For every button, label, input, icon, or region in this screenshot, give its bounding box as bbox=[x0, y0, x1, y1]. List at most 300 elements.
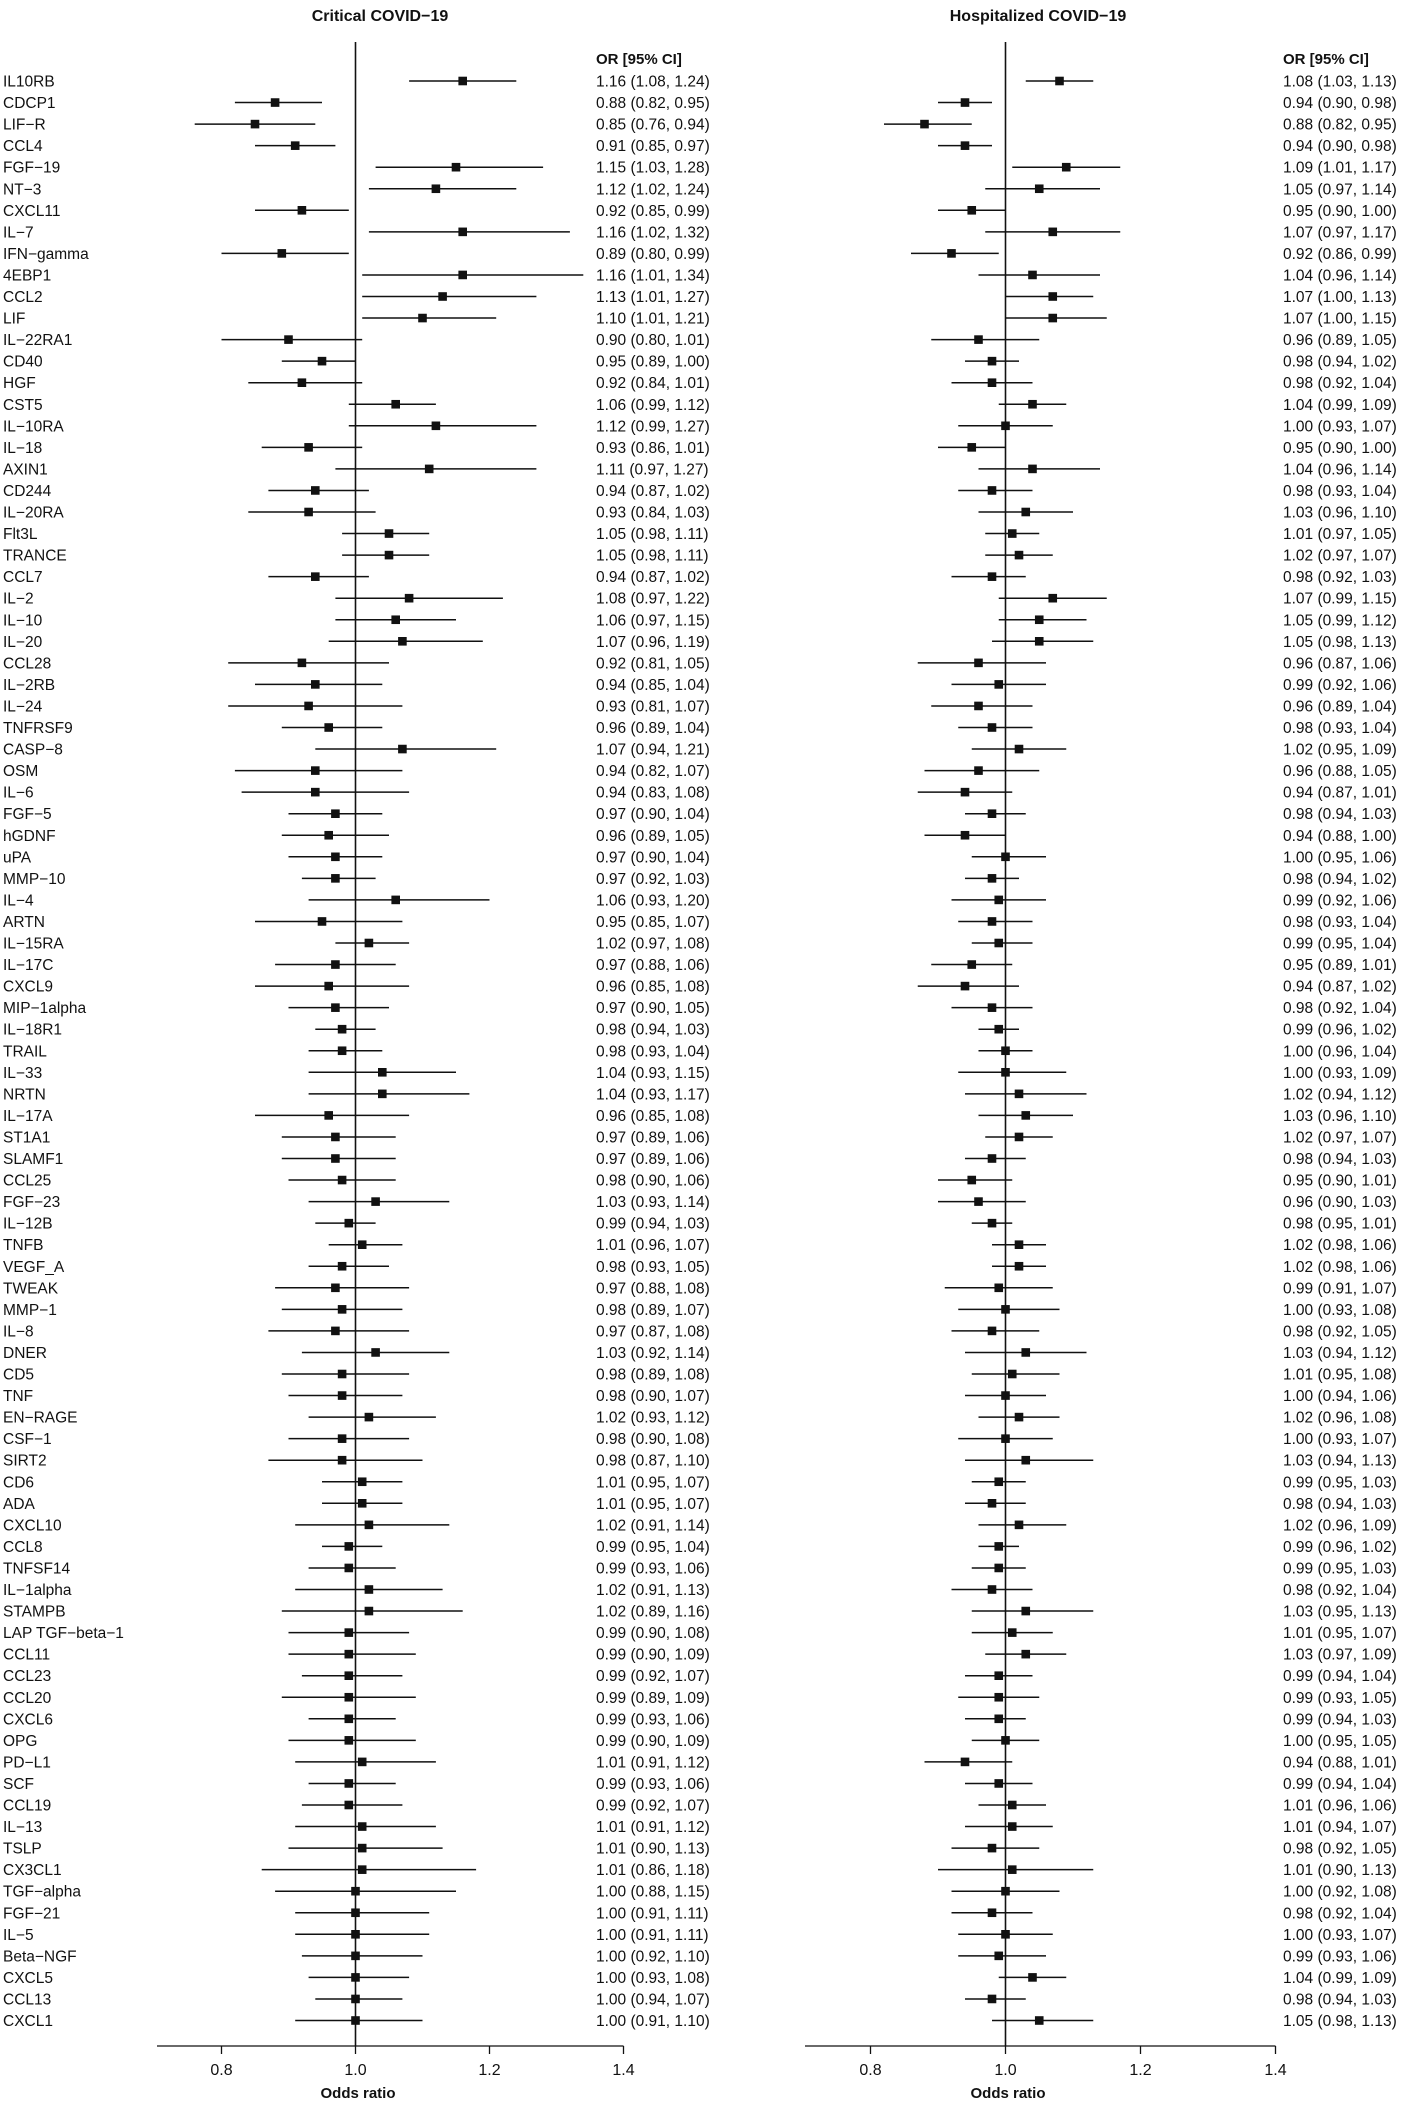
critical-estimate-marker bbox=[438, 292, 447, 301]
critical-or-ci-value: 1.04 (0.93, 1.17) bbox=[596, 1086, 710, 1104]
critical-or-ci-value: 1.00 (0.92, 1.10) bbox=[596, 1948, 710, 1966]
protein-label: IL−33 bbox=[3, 1064, 43, 1082]
protein-label: IL−1alpha bbox=[3, 1582, 72, 1599]
critical-estimate-marker bbox=[331, 1133, 340, 1142]
hospitalized-or-ci-value: 0.94 (0.88, 1.00) bbox=[1283, 827, 1397, 845]
critical-estimate-marker bbox=[358, 1758, 367, 1767]
critical-estimate-marker bbox=[398, 745, 407, 754]
critical-estimate-marker bbox=[351, 1952, 360, 1961]
hospitalized-or-ci-value: 1.04 (0.96, 1.14) bbox=[1283, 461, 1397, 479]
hospitalized-estimate-marker bbox=[988, 1003, 997, 1012]
hospitalized-or-ci-value: 0.96 (0.88, 1.05) bbox=[1283, 763, 1397, 781]
critical-or-ci-value: 0.88 (0.82, 0.95) bbox=[596, 95, 710, 113]
hospitalized-estimate-marker bbox=[961, 98, 970, 107]
protein-label: FGF−5 bbox=[3, 806, 52, 824]
critical-or-ci-value: 1.02 (0.91, 1.14) bbox=[596, 1517, 710, 1535]
critical-estimate-marker bbox=[345, 1219, 354, 1228]
protein-label: CXCL6 bbox=[3, 1711, 53, 1729]
hospitalized-or-ci-value: 1.03 (0.94, 1.13) bbox=[1283, 1452, 1397, 1470]
hospitalized-or-ci-value: 0.96 (0.90, 1.03) bbox=[1283, 1194, 1397, 1212]
hospitalized-or-ci-value: 1.01 (0.90, 1.13) bbox=[1283, 1862, 1397, 1880]
hospitalized-or-ci-value: 0.98 (0.94, 1.03) bbox=[1283, 1991, 1397, 2009]
critical-or-ci-value: 0.96 (0.89, 1.05) bbox=[596, 827, 710, 845]
critical-estimate-marker bbox=[304, 508, 313, 517]
critical-or-ci-value: 1.01 (0.96, 1.07) bbox=[596, 1237, 710, 1255]
protein-label: PD−L1 bbox=[3, 1754, 51, 1772]
protein-label: NT−3 bbox=[3, 181, 42, 199]
critical-estimate-marker bbox=[318, 357, 327, 366]
critical-or-ci-value: 1.13 (1.01, 1.27) bbox=[596, 289, 710, 306]
critical-estimate-marker bbox=[311, 572, 320, 581]
protein-label: CXCL11 bbox=[3, 202, 61, 220]
critical-estimate-marker bbox=[324, 1111, 333, 1120]
hospitalized-or-ci-value: 0.98 (0.93, 1.04) bbox=[1283, 913, 1397, 931]
protein-label: CCL11 bbox=[3, 1646, 51, 1664]
critical-estimate-marker bbox=[311, 766, 320, 775]
protein-label: STAMPB bbox=[3, 1603, 66, 1621]
critical-estimate-marker bbox=[338, 1456, 347, 1465]
critical-estimate-marker bbox=[365, 1413, 374, 1422]
hospitalized-or-ci-value: 0.99 (0.95, 1.04) bbox=[1283, 935, 1397, 953]
protein-label: SIRT2 bbox=[3, 1452, 47, 1470]
protein-label: CX3CL1 bbox=[3, 1862, 62, 1880]
critical-or-ci-value: 1.10 (1.01, 1.21) bbox=[596, 310, 710, 328]
hospitalized-estimate-marker bbox=[994, 1715, 1003, 1724]
critical-or-ci-value: 1.00 (0.88, 1.15) bbox=[596, 1883, 710, 1901]
hospitalized-estimate-marker bbox=[974, 766, 983, 775]
critical-estimate-marker bbox=[331, 1284, 340, 1293]
hospitalized-or-ci-value: 0.98 (0.93, 1.04) bbox=[1283, 482, 1397, 500]
hospitalized-estimate-marker bbox=[1028, 1973, 1037, 1982]
critical-estimate-marker bbox=[331, 874, 340, 883]
critical-estimate-marker bbox=[458, 271, 467, 280]
critical-or-ci-value: 1.03 (0.93, 1.14) bbox=[596, 1194, 710, 1212]
critical-or-ci-value: 0.92 (0.81, 1.05) bbox=[596, 655, 710, 673]
critical-estimate-marker bbox=[452, 163, 461, 172]
critical-or-ci-value: 0.94 (0.82, 1.07) bbox=[596, 763, 710, 781]
hospitalized-or-ci-value: 0.96 (0.87, 1.06) bbox=[1283, 655, 1397, 673]
critical-or-ci-value: 0.94 (0.87, 1.02) bbox=[596, 569, 710, 587]
critical-or-ci-value: 0.97 (0.92, 1.03) bbox=[596, 870, 710, 888]
hospitalized-estimate-marker bbox=[1048, 292, 1057, 301]
hospitalized-estimate-marker bbox=[988, 1499, 997, 1508]
critical-or-ci-value: 0.99 (0.89, 1.09) bbox=[596, 1689, 710, 1707]
critical-or-ci-value: 1.01 (0.86, 1.18) bbox=[596, 1862, 710, 1880]
critical-estimate-marker bbox=[338, 1434, 347, 1443]
protein-label: IL−22RA1 bbox=[3, 332, 73, 350]
hospitalized-estimate-marker bbox=[988, 1219, 997, 1228]
hospitalized-estimate-marker bbox=[1008, 1801, 1017, 1810]
critical-covid-panel bbox=[3, 8, 710, 2102]
hospitalized-x-tick-label: 1.2 bbox=[1129, 2062, 1152, 2079]
critical-estimate-marker bbox=[351, 1973, 360, 1982]
protein-label: uPA bbox=[3, 849, 32, 867]
critical-or-ci-value: 1.01 (0.95, 1.07) bbox=[596, 1495, 710, 1513]
protein-label: CCL20 bbox=[3, 1689, 52, 1707]
critical-or-ci-value: 0.99 (0.94, 1.03) bbox=[596, 1215, 710, 1233]
protein-label: 4EBP1 bbox=[3, 267, 52, 285]
protein-label: IL10RB bbox=[3, 73, 55, 91]
hospitalized-or-ci-value: 0.99 (0.96, 1.02) bbox=[1283, 1538, 1397, 1556]
hospitalized-or-ci-value: 1.03 (0.96, 1.10) bbox=[1283, 504, 1397, 522]
hospitalized-estimate-marker bbox=[1028, 271, 1037, 280]
protein-label: IL−12B bbox=[3, 1215, 53, 1233]
protein-label: TGF−alpha bbox=[3, 1883, 81, 1901]
critical-estimate-marker bbox=[331, 960, 340, 969]
critical-estimate-marker bbox=[345, 1801, 354, 1810]
critical-estimate-marker bbox=[385, 529, 394, 538]
protein-label: IL−10 bbox=[3, 612, 43, 630]
critical-estimate-marker bbox=[351, 1908, 360, 1917]
critical-estimate-marker bbox=[345, 1715, 354, 1724]
hospitalized-estimate-marker bbox=[1021, 1111, 1030, 1120]
critical-estimate-marker bbox=[338, 1025, 347, 1034]
hospitalized-estimate-marker bbox=[1001, 1046, 1010, 1055]
critical-or-ci-value: 0.94 (0.83, 1.08) bbox=[596, 784, 710, 802]
protein-label: MMP−1 bbox=[3, 1301, 57, 1319]
critical-or-ci-value: 0.98 (0.90, 1.08) bbox=[596, 1431, 710, 1449]
critical-estimate-marker bbox=[324, 831, 333, 840]
hospitalized-estimate-marker bbox=[961, 982, 970, 991]
critical-or-ci-value: 1.16 (1.02, 1.32) bbox=[596, 224, 710, 242]
hospitalized-or-ci-value: 0.98 (0.92, 1.04) bbox=[1283, 1000, 1397, 1018]
protein-label: hGDNF bbox=[3, 827, 56, 845]
critical-estimate-marker bbox=[298, 206, 307, 215]
protein-label: CD6 bbox=[3, 1474, 35, 1492]
hospitalized-estimate-marker bbox=[974, 702, 983, 711]
critical-or-ci-value: 0.95 (0.85, 1.07) bbox=[596, 913, 710, 931]
hospitalized-estimate-marker bbox=[988, 809, 997, 818]
hospitalized-or-ci-value: 0.99 (0.95, 1.03) bbox=[1283, 1560, 1397, 1578]
critical-or-ci-value: 0.99 (0.92, 1.07) bbox=[596, 1797, 710, 1815]
critical-or-ci-value: 0.93 (0.86, 1.01) bbox=[596, 439, 710, 457]
hospitalized-or-ci-value: 1.05 (0.99, 1.12) bbox=[1283, 612, 1397, 630]
protein-label: HGF bbox=[3, 375, 36, 393]
protein-label: OPG bbox=[3, 1732, 38, 1750]
hospitalized-estimate-marker bbox=[994, 896, 1003, 905]
hospitalized-estimate-marker bbox=[1001, 1305, 1010, 1314]
hospitalized-or-ci-value: 1.00 (0.95, 1.06) bbox=[1283, 849, 1397, 867]
hospitalized-x-tick-label: 1.0 bbox=[994, 2062, 1017, 2079]
critical-or-ci-value: 1.00 (0.91, 1.10) bbox=[596, 2013, 710, 2030]
hospitalized-estimate-marker bbox=[1015, 1133, 1024, 1142]
hospitalized-or-ci-value: 0.96 (0.89, 1.05) bbox=[1283, 332, 1397, 350]
hospitalized-or-ci-value: 0.96 (0.89, 1.04) bbox=[1283, 698, 1397, 716]
hospitalized-estimate-marker bbox=[1035, 615, 1044, 624]
critical-estimate-marker bbox=[351, 1930, 360, 1939]
hospitalized-estimate-marker bbox=[961, 1758, 970, 1767]
critical-or-ci-value: 1.15 (1.03, 1.28) bbox=[596, 159, 710, 177]
critical-estimate-marker bbox=[378, 1068, 387, 1077]
protein-label: IL−8 bbox=[3, 1323, 34, 1341]
protein-label: EN−RAGE bbox=[3, 1409, 78, 1427]
hospitalized-or-ci-value: 1.00 (0.95, 1.05) bbox=[1283, 1732, 1397, 1750]
critical-estimate-marker bbox=[358, 1844, 367, 1853]
critical-or-ci-value: 0.94 (0.85, 1.04) bbox=[596, 676, 710, 694]
protein-label: IL−24 bbox=[3, 698, 43, 716]
hospitalized-or-ci-value: 1.03 (0.95, 1.13) bbox=[1283, 1603, 1397, 1621]
hospitalized-estimate-marker bbox=[988, 917, 997, 926]
hospitalized-or-ci-value: 1.00 (0.93, 1.09) bbox=[1283, 1064, 1397, 1082]
protein-label: CXCL9 bbox=[3, 978, 53, 996]
hospitalized-estimate-marker bbox=[988, 1154, 997, 1163]
hospitalized-estimate-marker bbox=[1001, 1887, 1010, 1896]
hospitalized-estimate-marker bbox=[1001, 1391, 1010, 1400]
critical-estimate-marker bbox=[284, 335, 293, 344]
critical-or-ci-value: 0.97 (0.88, 1.06) bbox=[596, 957, 710, 975]
protein-label: IL−7 bbox=[3, 224, 34, 242]
protein-label: CCL2 bbox=[3, 289, 43, 306]
critical-or-ci-value: 0.97 (0.89, 1.06) bbox=[596, 1129, 710, 1147]
hospitalized-estimate-marker bbox=[1015, 1262, 1024, 1271]
critical-estimate-marker bbox=[371, 1197, 380, 1206]
protein-label: IL−15RA bbox=[3, 935, 64, 953]
critical-or-ci-value: 0.92 (0.84, 1.01) bbox=[596, 375, 710, 393]
hospitalized-or-ci-value: 1.02 (0.95, 1.09) bbox=[1283, 741, 1397, 759]
protein-label: LIF−R bbox=[3, 116, 46, 134]
hospitalized-or-ci-value: 1.00 (0.92, 1.08) bbox=[1283, 1883, 1397, 1901]
hospitalized-or-header: OR [95% CI] bbox=[1283, 51, 1369, 68]
critical-estimate-marker bbox=[418, 314, 427, 323]
hospitalized-estimate-marker bbox=[1015, 745, 1024, 754]
critical-estimate-marker bbox=[338, 1046, 347, 1055]
critical-estimate-marker bbox=[365, 939, 374, 948]
critical-or-ci-value: 1.01 (0.91, 1.12) bbox=[596, 1819, 710, 1837]
critical-estimate-marker bbox=[331, 1154, 340, 1163]
protein-label: CCL7 bbox=[3, 569, 43, 587]
hospitalized-or-ci-value: 1.01 (0.94, 1.07) bbox=[1283, 1819, 1397, 1837]
hospitalized-panel-title: Hospitalized COVID−19 bbox=[949, 8, 1127, 25]
hospitalized-estimate-marker bbox=[947, 249, 956, 258]
hospitalized-or-ci-value: 0.98 (0.93, 1.04) bbox=[1283, 720, 1397, 737]
protein-label: CCL28 bbox=[3, 655, 52, 673]
hospitalized-estimate-marker bbox=[1015, 1090, 1024, 1099]
critical-or-ci-value: 0.89 (0.80, 0.99) bbox=[596, 245, 710, 263]
hospitalized-or-ci-value: 1.07 (1.00, 1.15) bbox=[1283, 310, 1397, 328]
protein-label: SCF bbox=[3, 1775, 34, 1793]
critical-estimate-marker bbox=[345, 1542, 354, 1551]
hospitalized-or-ci-value: 1.00 (0.93, 1.07) bbox=[1283, 1926, 1397, 1944]
hospitalized-estimate-marker bbox=[1035, 184, 1044, 193]
hospitalized-estimate-marker bbox=[1035, 2016, 1044, 2025]
hospitalized-estimate-marker bbox=[994, 1564, 1003, 1573]
hospitalized-or-ci-value: 1.07 (0.97, 1.17) bbox=[1283, 224, 1397, 242]
critical-or-ci-value: 1.06 (0.99, 1.12) bbox=[596, 396, 710, 414]
critical-estimate-marker bbox=[338, 1176, 347, 1185]
hospitalized-or-ci-value: 0.99 (0.94, 1.03) bbox=[1283, 1711, 1397, 1729]
hospitalized-estimate-marker bbox=[1055, 77, 1064, 86]
hospitalized-or-ci-value: 1.02 (0.98, 1.06) bbox=[1283, 1258, 1397, 1276]
protein-label: MMP−10 bbox=[3, 870, 66, 888]
hospitalized-or-ci-value: 1.04 (0.96, 1.14) bbox=[1283, 267, 1397, 285]
hospitalized-or-ci-value: 0.99 (0.92, 1.06) bbox=[1283, 892, 1397, 910]
critical-or-ci-value: 1.03 (0.92, 1.14) bbox=[596, 1344, 710, 1362]
critical-estimate-marker bbox=[345, 1693, 354, 1702]
critical-or-ci-value: 1.16 (1.08, 1.24) bbox=[596, 73, 710, 91]
critical-estimate-marker bbox=[311, 680, 320, 689]
hospitalized-or-ci-value: 0.92 (0.86, 0.99) bbox=[1283, 245, 1397, 263]
critical-or-ci-value: 1.07 (0.96, 1.19) bbox=[596, 633, 710, 651]
critical-or-ci-value: 1.02 (0.93, 1.12) bbox=[596, 1409, 710, 1427]
critical-estimate-marker bbox=[405, 594, 414, 603]
critical-x-tick-label: 0.8 bbox=[210, 2062, 233, 2079]
hospitalized-estimate-marker bbox=[1008, 1370, 1017, 1379]
critical-or-ci-value: 0.97 (0.90, 1.04) bbox=[596, 849, 710, 867]
hospitalized-or-ci-value: 0.98 (0.94, 1.02) bbox=[1283, 870, 1397, 888]
protein-label: IL−13 bbox=[3, 1819, 43, 1837]
hospitalized-or-ci-value: 0.94 (0.90, 0.98) bbox=[1283, 138, 1397, 156]
hospitalized-or-ci-value: 1.02 (0.97, 1.07) bbox=[1283, 547, 1397, 565]
hospitalized-or-ci-value: 0.98 (0.94, 1.03) bbox=[1283, 1495, 1397, 1513]
hospitalized-or-ci-value: 0.98 (0.94, 1.02) bbox=[1283, 353, 1397, 371]
protein-label: TNFRSF9 bbox=[3, 720, 73, 737]
hospitalized-or-ci-value: 1.01 (0.97, 1.05) bbox=[1283, 526, 1397, 544]
hospitalized-estimate-marker bbox=[994, 1542, 1003, 1551]
critical-estimate-marker bbox=[391, 400, 400, 409]
critical-or-ci-value: 1.01 (0.95, 1.07) bbox=[596, 1474, 710, 1492]
critical-estimate-marker bbox=[331, 809, 340, 818]
critical-x-tick-label: 1.0 bbox=[344, 2062, 367, 2079]
protein-label: CCL13 bbox=[3, 1991, 52, 2009]
hospitalized-or-ci-value: 1.02 (0.97, 1.07) bbox=[1283, 1129, 1397, 1147]
critical-or-ci-value: 1.05 (0.98, 1.11) bbox=[596, 526, 709, 544]
critical-or-ci-value: 1.12 (0.99, 1.27) bbox=[596, 418, 710, 436]
hospitalized-estimate-marker bbox=[1001, 1930, 1010, 1939]
hospitalized-estimate-marker bbox=[1008, 1628, 1017, 1637]
hospitalized-or-ci-value: 1.00 (0.93, 1.07) bbox=[1283, 418, 1397, 436]
critical-or-ci-value: 0.97 (0.90, 1.05) bbox=[596, 1000, 710, 1018]
protein-label: OSM bbox=[3, 763, 39, 781]
hospitalized-or-ci-value: 0.99 (0.93, 1.05) bbox=[1283, 1689, 1397, 1707]
protein-label: CASP−8 bbox=[3, 741, 63, 759]
critical-estimate-marker bbox=[271, 98, 280, 107]
hospitalized-or-ci-value: 0.98 (0.95, 1.01) bbox=[1283, 1215, 1397, 1233]
critical-or-ci-value: 0.99 (0.93, 1.06) bbox=[596, 1560, 710, 1578]
critical-estimate-marker bbox=[458, 77, 467, 86]
hospitalized-estimate-marker bbox=[1028, 465, 1037, 474]
hospitalized-estimate-marker bbox=[988, 1908, 997, 1917]
critical-estimate-marker bbox=[351, 2016, 360, 2025]
protein-label: CXCL5 bbox=[3, 1969, 53, 1987]
hospitalized-estimate-marker bbox=[988, 378, 997, 387]
critical-estimate-marker bbox=[371, 1348, 380, 1357]
protein-label: TNFSF14 bbox=[3, 1560, 71, 1578]
hospitalized-estimate-marker bbox=[994, 1779, 1003, 1788]
critical-or-ci-value: 0.97 (0.89, 1.06) bbox=[596, 1151, 710, 1168]
hospitalized-or-ci-value: 1.01 (0.95, 1.07) bbox=[1283, 1625, 1397, 1643]
hospitalized-estimate-marker bbox=[1062, 163, 1071, 172]
critical-or-ci-value: 0.99 (0.90, 1.08) bbox=[596, 1625, 710, 1643]
hospitalized-estimate-marker bbox=[1008, 1822, 1017, 1831]
protein-label: IL−2RB bbox=[3, 676, 56, 694]
critical-or-ci-value: 1.02 (0.89, 1.16) bbox=[596, 1603, 710, 1621]
hospitalized-estimate-marker bbox=[1021, 508, 1030, 517]
protein-label: TNF bbox=[3, 1388, 34, 1406]
hospitalized-estimate-marker bbox=[994, 1671, 1003, 1680]
critical-estimate-marker bbox=[251, 120, 260, 129]
hospitalized-estimate-marker bbox=[1015, 1413, 1024, 1422]
critical-or-ci-value: 1.06 (0.97, 1.15) bbox=[596, 612, 710, 630]
hospitalized-or-ci-value: 0.95 (0.89, 1.01) bbox=[1283, 957, 1397, 975]
critical-or-ci-value: 0.98 (0.89, 1.07) bbox=[596, 1301, 710, 1319]
hospitalized-or-ci-value: 1.03 (0.96, 1.10) bbox=[1283, 1107, 1397, 1125]
protein-label: CXCL1 bbox=[3, 2013, 53, 2030]
critical-estimate-marker bbox=[365, 1521, 374, 1530]
protein-label: ARTN bbox=[3, 913, 45, 931]
critical-estimate-marker bbox=[331, 1003, 340, 1012]
hospitalized-or-ci-value: 0.94 (0.88, 1.01) bbox=[1283, 1754, 1397, 1772]
hospitalized-or-ci-value: 0.98 (0.92, 1.03) bbox=[1283, 569, 1397, 587]
hospitalized-estimate-marker bbox=[1028, 400, 1037, 409]
critical-x-tick-label: 1.4 bbox=[612, 2062, 635, 2079]
critical-estimate-marker bbox=[358, 1865, 367, 1874]
critical-or-ci-value: 0.92 (0.85, 0.99) bbox=[596, 202, 710, 220]
hospitalized-x-tick-label: 0.8 bbox=[859, 2062, 882, 2079]
critical-or-ci-value: 1.01 (0.90, 1.13) bbox=[596, 1840, 710, 1858]
critical-estimate-marker bbox=[345, 1628, 354, 1637]
hospitalized-estimate-marker bbox=[994, 1025, 1003, 1034]
critical-estimate-marker bbox=[358, 1477, 367, 1486]
critical-estimate-marker bbox=[318, 917, 327, 926]
hospitalized-or-ci-value: 1.07 (1.00, 1.13) bbox=[1283, 289, 1397, 306]
critical-estimate-marker bbox=[304, 443, 313, 452]
critical-estimate-marker bbox=[338, 1370, 347, 1379]
hospitalized-estimate-marker bbox=[1008, 529, 1017, 538]
hospitalized-estimate-marker bbox=[961, 831, 970, 840]
critical-or-ci-value: 1.06 (0.93, 1.20) bbox=[596, 892, 710, 910]
hospitalized-estimate-marker bbox=[1021, 1607, 1030, 1616]
protein-label: IL−20 bbox=[3, 633, 43, 651]
protein-label: CCL25 bbox=[3, 1172, 52, 1190]
protein-label: Flt3L bbox=[3, 526, 38, 544]
critical-estimate-marker bbox=[358, 1822, 367, 1831]
hospitalized-or-ci-value: 0.98 (0.94, 1.03) bbox=[1283, 806, 1397, 824]
critical-panel-title: Critical COVID−19 bbox=[311, 8, 449, 25]
hospitalized-or-ci-value: 1.05 (0.98, 1.13) bbox=[1283, 2013, 1397, 2030]
critical-or-ci-value: 0.96 (0.85, 1.08) bbox=[596, 1107, 710, 1125]
protein-label: FGF−23 bbox=[3, 1194, 61, 1212]
hospitalized-or-ci-value: 0.98 (0.94, 1.03) bbox=[1283, 1151, 1397, 1168]
hospitalized-or-ci-value: 0.95 (0.90, 1.01) bbox=[1283, 1172, 1397, 1190]
hospitalized-estimate-marker bbox=[961, 788, 970, 797]
hospitalized-covid-panel bbox=[805, 8, 1397, 2102]
protein-label: TRAIL bbox=[3, 1043, 47, 1061]
hospitalized-estimate-marker bbox=[994, 939, 1003, 948]
critical-or-ci-value: 0.99 (0.90, 1.09) bbox=[596, 1646, 710, 1664]
protein-label: IL−4 bbox=[3, 892, 34, 910]
critical-estimate-marker bbox=[278, 249, 287, 258]
hospitalized-or-ci-value: 1.09 (1.01, 1.17) bbox=[1283, 159, 1397, 177]
hospitalized-or-ci-value: 1.04 (0.99, 1.09) bbox=[1283, 396, 1397, 414]
hospitalized-or-ci-value: 1.00 (0.94, 1.06) bbox=[1283, 1388, 1397, 1406]
critical-estimate-marker bbox=[358, 1240, 367, 1249]
critical-or-ci-value: 1.04 (0.93, 1.15) bbox=[596, 1064, 710, 1082]
hospitalized-estimate-marker bbox=[988, 1995, 997, 2004]
protein-label: IL−2 bbox=[3, 590, 34, 608]
protein-label: LIF bbox=[3, 310, 26, 328]
protein-label: FGF−19 bbox=[3, 159, 61, 177]
critical-estimate-marker bbox=[331, 853, 340, 862]
protein-label: Beta−NGF bbox=[3, 1948, 77, 1966]
hospitalized-estimate-marker bbox=[974, 335, 983, 344]
critical-or-ci-value: 1.07 (0.94, 1.21) bbox=[596, 741, 710, 759]
hospitalized-or-ci-value: 1.00 (0.93, 1.08) bbox=[1283, 1301, 1397, 1319]
critical-or-ci-value: 1.00 (0.91, 1.11) bbox=[596, 1926, 709, 1944]
critical-estimate-marker bbox=[324, 723, 333, 732]
hospitalized-or-ci-value: 0.95 (0.90, 1.00) bbox=[1283, 439, 1397, 457]
critical-or-ci-value: 1.08 (0.97, 1.22) bbox=[596, 590, 710, 608]
hospitalized-or-ci-value: 1.02 (0.96, 1.09) bbox=[1283, 1517, 1397, 1535]
